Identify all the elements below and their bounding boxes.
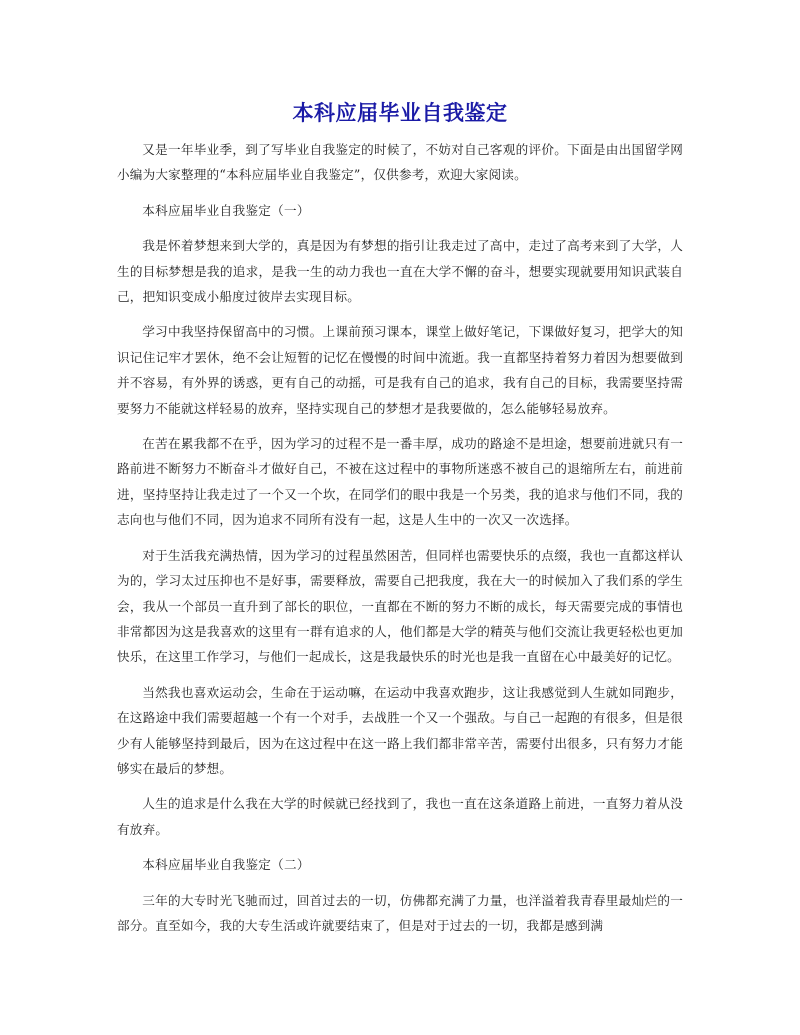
document-title: 本科应届毕业自我鉴定 — [292, 101, 508, 125]
body-paragraph: 学习中我坚持保留高中的习惯。上课前预习课本，课堂上做好笔记，下课做好复习，把学大的知识记住记牢才罢休，绝不会让短暂的记忆在慢慢的时间中流逝。我一直都坚持着努力着因为想要做到并不容易，有外界的诱惑，更有自己的动摇，可是我有自己的追求，我有自己的目标，我需要坚持需要努力不能就这样轻易的放弃，坚持实现自己的梦想才是我要做的，怎么能够轻易放弃。 — [117, 324, 683, 416]
document-body — [117, 137, 683, 948]
intro-paragraph: 又是一年毕业季，到了写毕业自我鉴定的时候了，不妨对自己客观的评价。下面是由出国留学网小编为大家整理的“本科应届毕业自我鉴定”，仅供参考，欢迎大家阅读。 — [117, 142, 683, 183]
body-paragraph: 当然我也喜欢运动会，生命在于运动嘛，在运动中我喜欢跑步，这让我感觉到人生就如同跑步，在这路途中我们需要超越一个有一个对手，去战胜一个又一个强敌。与自己一起跑的有很多，但是很少有人能够坚持到最后，因为在这过程中在这一路上我们都非常辛苦，需要付出很多，只有努力才能够实在最后的梦想。 — [117, 684, 683, 776]
body-paragraph: 在苦在累我都不在乎，因为学习的过程不是一番丰厚，成功的路途不是坦途，想要前进就只有一路前进不断努力不断奋斗才做好自己，不被在这过程中的事物所迷惑不被自己的退缩所左右，前进前进，坚持坚持让我走过了一个又一个坎，在同学们的眼中我是一个另类，我的追求与他们不同，我的志向也与他们不同，因为追求不同所有没有一起，这是人生中的一次又一次选择。 — [117, 436, 683, 528]
body-paragraph: 我是怀着梦想来到大学的，真是因为有梦想的指引让我走过了高中，走过了高考来到了大学，人生的目标梦想是我的追求，是我一生的动力我也一直在大学不懈的奋斗，想要实现就要用知识武装自己，把知识变成小船度过彼岸去实现目标。 — [117, 238, 683, 305]
section-heading-2: 本科应届毕业自我鉴定（二） — [142, 857, 310, 873]
body-paragraph: 对于生活我充满热情，因为学习的过程虽然困苦，但同样也需要快乐的点缀，我也一直都这样认为的，学习太过压抑也不是好事，需要释放，需要自己把我度，我在大一的时候加入了我们系的学生会，我从一个部员一直升到了部长的职位，一直都在不断的努力不断的成长，每天需要完成的事情也非常都因为这是我喜欢的这里有一群有追求的人，他们都是大学的精英与他们交流让我更轻松也更加快乐，在这里工作学习，与他们一起成长，这是我最快乐的时光也是我一直留在心中最美好的记忆。 — [117, 547, 683, 665]
body-paragraph: 三年的大专时光飞驰而过，回首过去的一切，仿佛都充满了力量，也洋溢着我青春里最灿烂的一部分。直至如今，我的大专生活或许就要结束了，但是对于过去的一切，我都是感到满 — [117, 892, 683, 933]
section-heading-1: 本科应届毕业自我鉴定（一） — [142, 202, 310, 218]
body-paragraph: 人生的追求是什么我在大学的时候就已经找到了，我也一直在这条道路上前进，一直努力着从没有放弃。 — [117, 796, 683, 837]
